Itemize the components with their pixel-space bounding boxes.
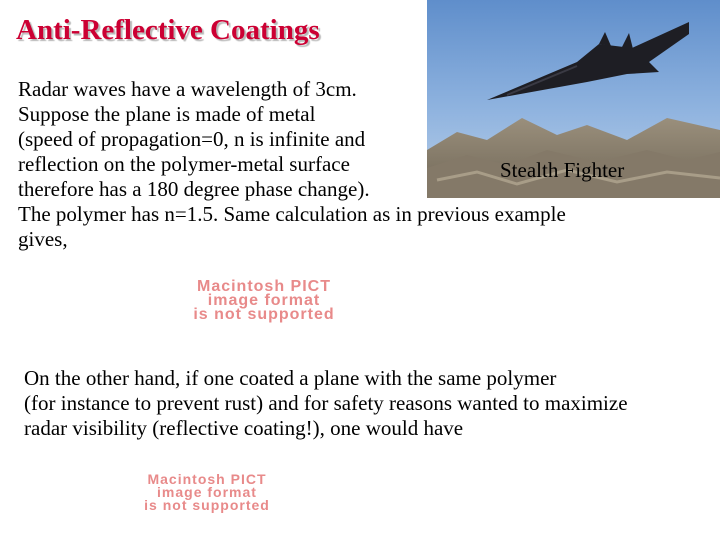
text-line: radar visibility (reflective coating!), one would have [24, 416, 464, 440]
unsupported-image-placeholder [128, 280, 400, 322]
text-line: therefore has a 180 degree phase change). [18, 177, 370, 201]
text-line: gives, [18, 227, 68, 251]
placeholder-line: is not supported [144, 497, 270, 513]
placeholder-line: Macintosh PICT [196, 278, 331, 295]
placeholder-line: image format [207, 292, 321, 309]
text-line: On the other hand, if one coated a plane with the same polymer [24, 366, 557, 390]
unsupported-image-placeholder [96, 473, 318, 512]
text-line: The polymer has n=1.5. Same calculation as in previous example [18, 202, 566, 226]
photo-caption: Stealth Fighter [500, 158, 625, 182]
text-line: Radar waves have a wavelength of 3cm. [18, 77, 357, 101]
paragraph-reflective [24, 366, 720, 441]
text-line: Suppose the plane is made of metal [18, 102, 316, 126]
slide-title: Anti-Reflective Coatings [16, 14, 320, 46]
placeholder-line: image format [157, 484, 257, 500]
text-line: (for instance to prevent rust) and for safety reasons wanted to maximize [24, 391, 628, 415]
text-line: reflection on the polymer-metal surface [18, 152, 350, 176]
text-line: (speed of propagation=0, n is infinite and [18, 127, 366, 151]
placeholder-line: Macintosh PICT [147, 471, 267, 487]
placeholder-line: is not supported [193, 306, 335, 323]
paragraph-radar [18, 77, 718, 252]
